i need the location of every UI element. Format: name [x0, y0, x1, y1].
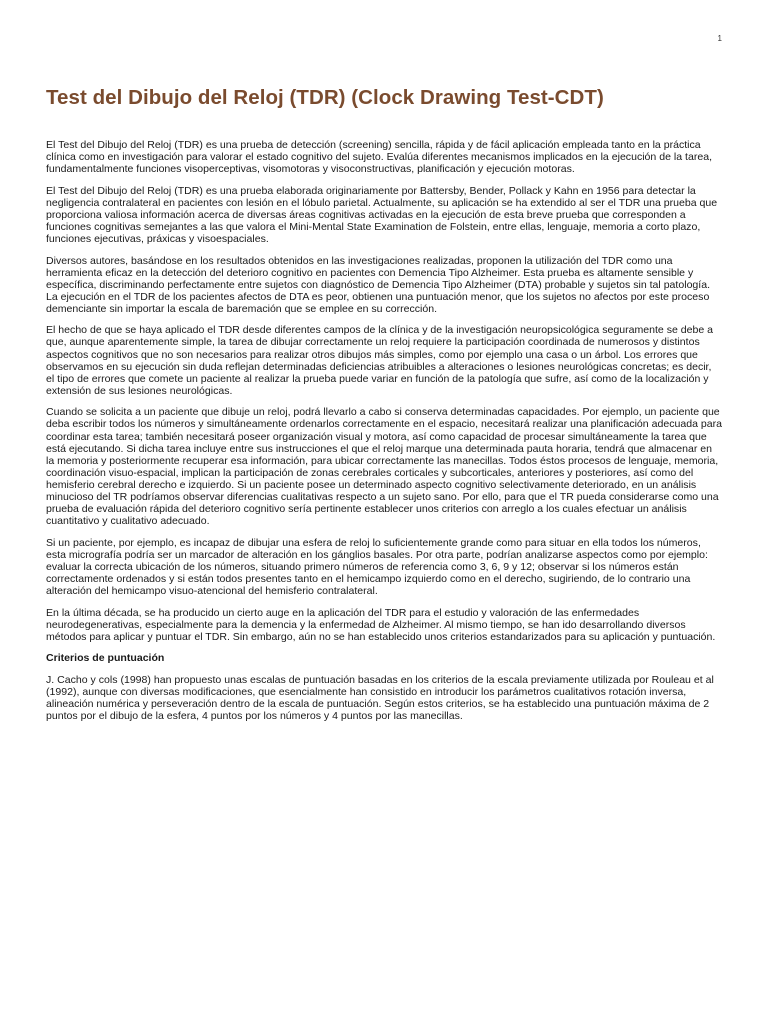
paragraph-scoring-criteria: J. Cacho y cols (1998) han propuesto unas escalas de puntuación basadas en los criterios de la escala previamente utilizada por Rouleau et al (1992), aunque con diversas modificaciones, que esencialmente han consistido en introducir los parámetros cualitativos rotación inversa, alineación numérica y perseveración dentro de la escala de puntuación. Según estos criterios, se ha establecido una puntuación máxima de 2 puntos por el dibujo de la esfera, 4 puntos por los números y 4 puntos por las manecillas.: [46, 673, 714, 722]
paragraph-intro: El Test del Dibujo del Reloj (TDR) es una prueba de detección (screening) sencilla, rápida y de fácil aplicación empleada tanto en la práctica clínica como en investigación para valorar el estado cognitivo del sujeto. Evalúa diferentes mecanismos implicados en la ejecución de la tarea, fundamentalmente funciones visoperceptivas, visomotoras y visoconstructivas, planificación y ejecución motoras.: [46, 139, 712, 176]
paragraph-origin: El Test del Dibujo del Reloj (TDR) es una prueba elaborada originariamente por Battersby, Bender, Pollack y Kahn en 1956 para detectar la negligencia contralateral en pacientes con lesión en el lóbulo parietal. Actualmente, su aplicación se ha extendido al ser el TDR una prueba que proporciona valiosa información acerca de diversas áreas cognitivas activadas en la ejecución de esta breve prueba que corresponden a funciones cognitivas semejantes a las que valora el Mini-Mental State Examination de Folstein, entre ellas, lenguaje, memoria a corto plazo, funciones ejecutivas, práxicas y visoespaciales.: [46, 184, 718, 246]
paragraph-capacities: Cuando se solicita a un paciente que dibuje un reloj, podrá llevarlo a cabo si conserva determinadas capacidades. Por ejemplo, un paciente que deba escribir todos los números y simultáneamente ordenarlos correctamente en el espacio, necesitará realizar una planificación adecuada para coordinar esta tarea; también necesitará poseer organización visual y motora, así como capacidad de procesar simultáneamente la tarea que está ejecutando. Si dicha tarea incluye entre sus instrucciones el que el reloj marque una determinada pauta horaria, tendrá que almacenar en la memoria y posteriormente recuperar esa información, para ubicar correctamente las manecillas. Todos éstos procesos de lenguaje, memoria, coordinación visuo-espacial, implican la participación de zonas cerebrales corticales y subcorticales, anteriores y posteriores, así como del hemisferio cerebral derecho e izquierdo. Si un paciente posee un determinado aspecto cognitivo selectivamente deteriorado, en un análisis minucioso del TR podríamos observar diferencias cualitativas respecto a un sujeto sano. Por ello, para que el TR pueda considerarse como una prueba de evaluación rápida del deterioro cognitivo sería pertinente establecer unos criterios con arreglo a los cuales efectuar un análisis cuantitativo y cualitativo adecuado.: [46, 406, 722, 528]
paragraph-alzheimer-detection: Diversos autores, basándose en los resultados obtenidos en las investigaciones realizadas, proponen la utilización del TDR como una herramienta eficaz en la detección del deterioro cognitivo en pacientes con Demencia Tipo Alzheimer. Esta prueba es altamente sensible y específica, discriminando perfectamente entre sujetos con diagnóstico de Demencia Tipo Alzheimer (DTA) probable y sujetos sin tal patología. La ejecución en el TDR de los pacientes afectos de DTA es peor, obtienen una puntuación menor, que los sujetos no afectos por este proceso demenciante sin importar la escala de baremación que se emplee en su corrección.: [46, 254, 711, 315]
paragraph-last-decade: En la última década, se ha producido un cierto auge en la aplicación del TDR para el estudio y valoración de las enfermedades neurodegenerativas, especialmente para la demencia y la enfermedad de Alzheimer. Al mismo tiempo, se han ido desarrollando diversos métodos para aplicar y puntuar el TDR. Sin embargo, aún no se han establecido unos criterios estandarizados para su aplicación y puntuación.: [46, 606, 716, 643]
paragraph-cognitive-aspects: El hecho de que se haya aplicado el TDR desde diferentes campos de la clínica y de la investigación neuropsicológica seguramente se debe a que, aunque aparentemente simple, la tarea de dibujar correctamente un reloj requiere la participación coordinada de numerosos y distintos aspectos cognitivos que no son necesarios para realizar otros dibujos más simples, como por ejemplo una casa o un árbol. Los errores que observamos en su ejecución sin duda reflejan determinadas deficiencias atribuibles a alteraciones o lesiones neurológicas concretas; es decir, el tipo de errores que comete un paciente al realizar la prueba puede variar en función de la patología que sufre, así como de la localización y extensión de sus lesiones neurológicas.: [46, 324, 714, 397]
paragraph-examples: Si un paciente, por ejemplo, es incapaz de dibujar una esfera de reloj lo suficientemente grande como para situar en ella todos los números, esta micrografía podría ser un marcador de alteración en los gánglios basales. Por otra parte, podrían analizarse aspectos como por ejemplo: evaluar la correcta ubicación de los números, situando primero números de referencia como 3, 6, 9 y 12; observar si los números están correctamente ordenados y si están todos presentes tanto en el hemicampo izquierdo como en el derecho, sugiriendo, de lo contrario una alteración del hemicampo visuo-atencional del hemisferio contralateral.: [46, 536, 708, 598]
page-number: 1: [717, 34, 722, 43]
document-title: Test del Dibujo del Reloj (TDR) (Clock Drawing Test-CDT): [46, 86, 604, 109]
document-body: [46, 139, 722, 731]
section-heading: Criterios de puntuación: [46, 652, 165, 665]
